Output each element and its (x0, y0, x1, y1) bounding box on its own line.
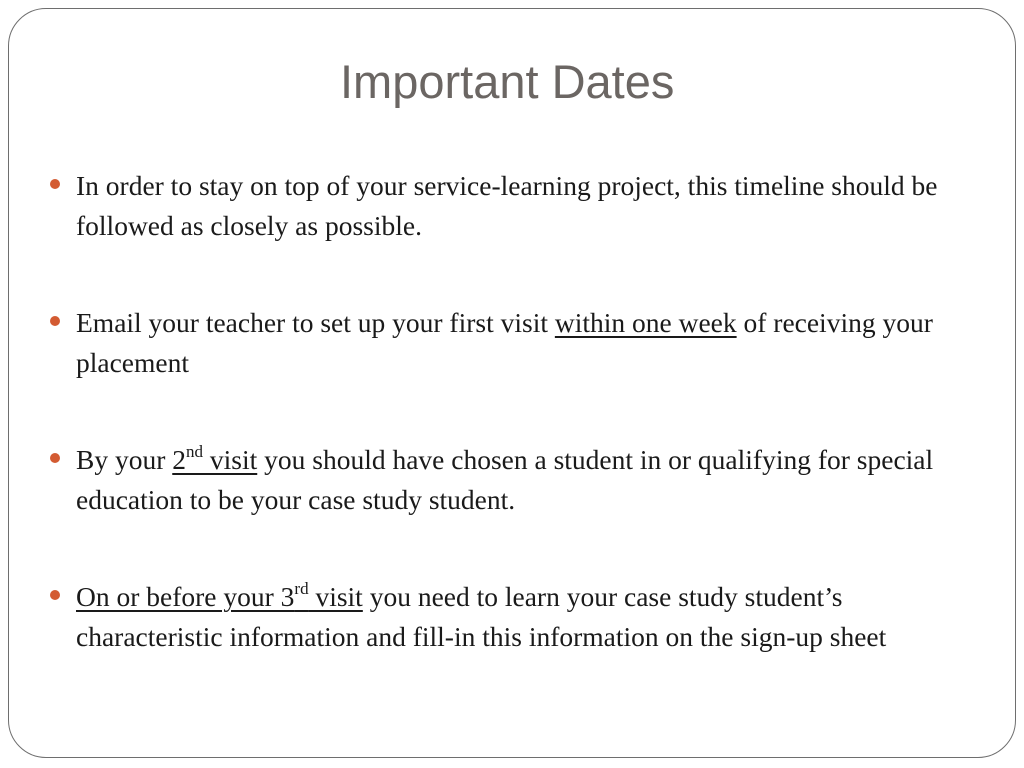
bullet-list (48, 166, 958, 657)
ordinal-suffix: nd (186, 442, 203, 462)
bullet-item-timeline (48, 166, 958, 246)
slide-title: Important Dates (340, 55, 675, 108)
bullet-text: In order to stay on top of your service-learning project, this timeline should be followed as closely as possible. (76, 170, 938, 241)
bullet-dot-icon (50, 179, 60, 189)
bullet-dot-icon (50, 590, 60, 600)
ordinal-suffix: rd (294, 579, 309, 599)
bullet-item-second-visit (48, 440, 958, 520)
bullet-item-first-visit (48, 303, 958, 383)
visit-word: visit (203, 444, 258, 475)
bullet-underlined-text (76, 581, 363, 612)
bullet-underlined-text: within one week (554, 307, 737, 338)
bullet-dot-icon (50, 316, 60, 326)
bullet-text-after: you should have chosen a student in or qualifying for special education to be your case study student. (76, 444, 934, 515)
bullet-text-after: you need to learn your case study student’s characteristic information and fill-in this information on the sign-up sheet (76, 581, 887, 652)
visit-word: visit (308, 581, 363, 612)
bullet-text-after: of receiving your placement (76, 307, 933, 378)
bullet-dot-icon (50, 453, 60, 463)
visit-number: 2 (172, 444, 186, 475)
bullet-item-third-visit (48, 577, 958, 657)
visit-prefix: On or before your 3 (76, 581, 295, 612)
bullet-text-before: By your (76, 444, 173, 475)
bullet-underlined-text (172, 444, 257, 475)
bullet-text-before: Email your teacher to set up your first visit (76, 307, 555, 338)
